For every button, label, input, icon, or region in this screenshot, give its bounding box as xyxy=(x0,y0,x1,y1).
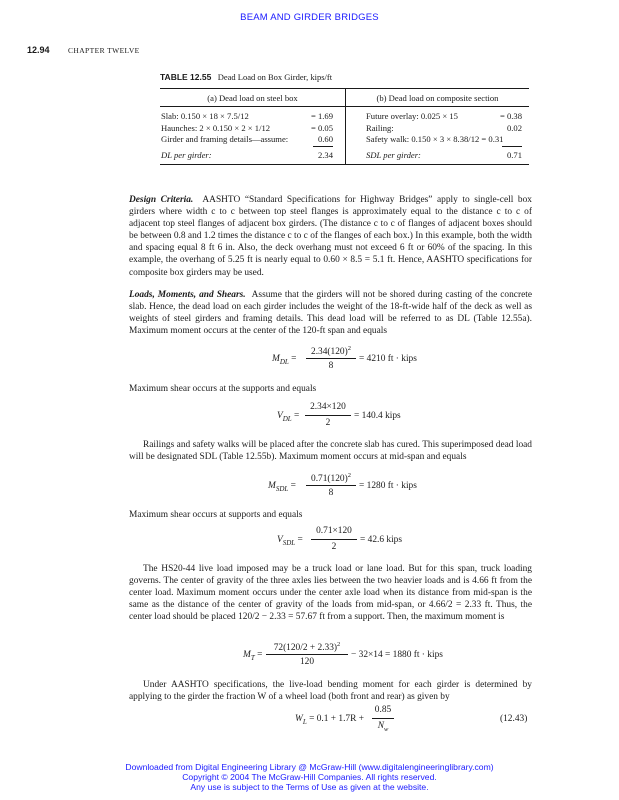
table-cell: Girder and framing details—assume: xyxy=(161,134,289,144)
eq-denominator: 2 xyxy=(331,542,337,552)
railings-paragraph: Railings and safety walks will be placed after the concrete slab has cured. This superimposed dead load will be designated SDL (Table 12.55b). Maximum moment occurs at mid-span and equals xyxy=(129,440,532,463)
eq-lhs: $M_{DL}$ = xyxy=(272,354,297,366)
eq-fraction-bar xyxy=(311,539,357,540)
eq-numerator: $2.34(120)^2$ xyxy=(311,345,351,358)
eq-denominator: 120 xyxy=(299,657,315,667)
table-cell: Haunches: 2 × 0.150 × 2 × 1/12 xyxy=(161,123,271,133)
table-cell: = 0.05 xyxy=(310,123,333,133)
table-header-right: (b) Dead load on composite section xyxy=(376,93,499,103)
table-cell: 0.02 xyxy=(506,123,522,133)
table-caption-label: TABLE 12.55 xyxy=(160,72,212,82)
eq-fraction-bar xyxy=(266,654,348,655)
eq-fraction-bar xyxy=(372,718,394,719)
table-total-value: 2.34 xyxy=(317,150,333,160)
footer-copyright: Copyright © 2004 The McGraw-Hill Companies. All rights reserved. xyxy=(182,772,437,782)
table-cell: Safety walk: 0.150 × 3 × 8.38/12 = 0.31 xyxy=(366,134,504,144)
chapter-running-head: CHAPTER TWELVE xyxy=(68,46,140,55)
footer-terms-link[interactable]: Any use is subject to the Terms of Use as given at the website. xyxy=(190,782,429,792)
eq-rhs: = 1280 ft · kips xyxy=(359,481,417,491)
eq-rhs: − 32×14 = 1880 ft · kips xyxy=(351,650,443,660)
eq-rhs: = 4210 ft · kips xyxy=(359,354,417,364)
eq-denominator: 8 xyxy=(328,361,334,371)
eq-fraction-bar xyxy=(306,358,356,359)
table-total-label: SDL per girder: xyxy=(366,150,421,160)
shear-paragraph-2: Maximum shear occurs at supports and equals xyxy=(129,510,303,520)
table-cell: 0.60 xyxy=(317,134,333,144)
table-cell: Railing: xyxy=(366,123,394,133)
table-cell: = 1.69 xyxy=(310,111,333,121)
eq-fraction-bar xyxy=(306,485,356,486)
eq-lhs: $W_L = 0.1 + 1.7R$ + xyxy=(295,714,364,726)
eq-numerator: 2.34×120 xyxy=(310,402,346,412)
table-cell: Future overlay: 0.025 × 15 xyxy=(366,111,458,121)
table-cell: = 0.38 xyxy=(499,111,522,121)
eq-denominator: $N_w$ xyxy=(377,721,389,733)
hs20-paragraph: The HS20-44 live load imposed may be a truck load or lane load. But for this span, truck loading governs. The center of gravity of the three axles lies between the two heavier loads and is 4.66 ft from the center load. Maximum moment occurs under the center axle load when its distance from mid-span is the same as the distance of the center of gravity of the loads from mid-span, or 4.66/2 = 2.33 ft. Thus, the center load should be placed 120/2 − 2.33 = 57.67 ft from a support. Then, the maximum moment is xyxy=(129,564,532,623)
shear-paragraph-1: Maximum shear occurs at the supports and equals xyxy=(129,384,317,394)
design-criteria-heading: Design Criteria. xyxy=(129,195,194,205)
eq-numerator: 0.85 xyxy=(374,705,392,715)
table-caption-text: Dead Load on Box Girder, kips/ft xyxy=(217,72,333,82)
eq-numerator: 0.71×120 xyxy=(316,526,352,536)
equation-number: (12.43) xyxy=(500,714,528,724)
page-header-title: BEAM AND GIRDER BRIDGES xyxy=(240,12,379,23)
table-header-left: (a) Dead load on steel box xyxy=(207,93,298,103)
eq-numerator: $72(120/2 + 2.33)^2$ xyxy=(273,641,341,654)
eq-denominator: 8 xyxy=(328,488,334,498)
eq-lhs: $M_T$ = xyxy=(243,650,263,662)
eq-rhs: = 140.4 kips xyxy=(354,411,401,421)
eq-lhs: $V_{DL}$ = xyxy=(277,411,300,423)
table-total-label: DL per girder: xyxy=(161,150,212,160)
loads-body: Assume that the girders will not be shored during casting of the concrete slab. Hence, the dead load on each girder includes the weight of the 18-ft-wide half of the deck as well as weights of steel girders and framing details. This dead load will be referred to as DL (Table 12.55a). Maximum moment occurs at the center of the 120-ft span and equals xyxy=(129,290,533,337)
eq-fraction-bar xyxy=(305,415,351,416)
table-cell: Slab: 0.150 × 18 × 7.5/12 xyxy=(161,111,249,121)
table-sum-rule xyxy=(502,146,522,147)
design-criteria-paragraph xyxy=(129,194,532,279)
page-number: 12.94 xyxy=(27,45,50,55)
eq-lhs: $V_{SDL}$ = xyxy=(277,535,303,547)
eq-rhs: = 42.6 kips xyxy=(360,535,403,545)
table-total-value: 0.71 xyxy=(506,150,522,160)
table-caption xyxy=(160,72,332,82)
design-criteria-body: AASHTO “Standard Specifications for Highway Bridges” apply to single-cell box girders where width c to c between top steel flanges is approximately equal to the distance c to c of adjacent top steel flanges of adjacent box girders. (The distance c to c of flanges of adjacent boxes should be between 0.8 and 1.2 times the distance c to c of the flanges of each box.) In this example, both the width and spacing equal 8 ft 6 in. Also, the deck overhang must not exceed 6 ft or 60% of the spacing. In this example, the overhang of 5.25 ft is nearly equal to 0.60 × 8.5 = 5.1 ft. Hence, AASHTO specifications for composite box girders may be used. xyxy=(129,195,532,278)
eq-denominator: 2 xyxy=(325,418,331,428)
table-bottom-rule xyxy=(160,164,529,165)
eq-numerator: $0.71(120)^2$ xyxy=(311,472,351,485)
loads-heading: Loads, Moments, and Shears. xyxy=(129,290,246,300)
under-aashto-paragraph: Under AASHTO specifications, the live-load bending moment for each girder is determined by applying to the girder the fraction W of a wheel load (both front and rear) as given by xyxy=(129,680,532,703)
footer-download-link[interactable]: Downloaded from Digital Engineering Library @ McGraw-Hill (www.digitalengineeringlibrary.com) xyxy=(125,762,494,772)
table-sum-rule xyxy=(313,146,333,147)
eq-lhs: $M_{SDL}$ = xyxy=(268,481,296,493)
loads-paragraph xyxy=(129,289,532,337)
